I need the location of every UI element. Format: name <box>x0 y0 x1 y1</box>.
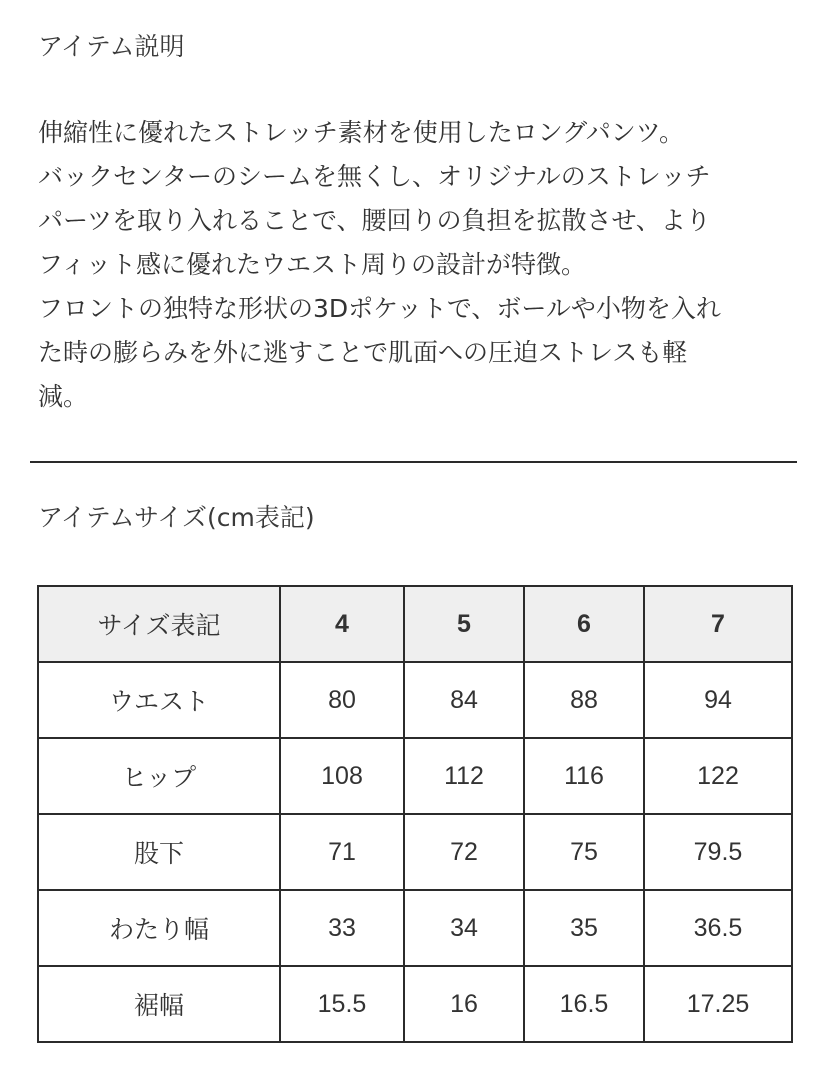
table-cell: 122 <box>644 738 792 814</box>
table-cell: 88 <box>524 662 644 738</box>
size-header-cell: 7 <box>644 586 792 662</box>
table-cell: 16.5 <box>524 966 644 1042</box>
size-header-cell: 5 <box>404 586 524 662</box>
size-header-cell: 4 <box>280 586 404 662</box>
description-line: パーツを取り入れることで、腰回りの負担を拡散させ、より <box>38 206 711 235</box>
item-description-text <box>38 118 798 426</box>
table-row <box>38 966 792 1042</box>
row-label-waist: ウエスト <box>38 662 280 738</box>
description-line: 伸縮性に優れたストレッチ素材を使用したロングパンツ。 <box>38 118 685 147</box>
table-cell: 71 <box>280 814 404 890</box>
row-label-thigh-width: わたり幅 <box>38 890 280 966</box>
size-header-label: サイズ表記 <box>38 586 280 662</box>
section-divider <box>30 461 797 463</box>
table-cell: 35 <box>524 890 644 966</box>
table-cell: 80 <box>280 662 404 738</box>
size-table <box>37 585 793 1043</box>
size-header-cell: 6 <box>524 586 644 662</box>
table-cell: 15.5 <box>280 966 404 1042</box>
table-cell: 36.5 <box>644 890 792 966</box>
table-cell: 34 <box>404 890 524 966</box>
table-row <box>38 890 792 966</box>
row-label-hip: ヒップ <box>38 738 280 814</box>
description-line: フロントの独特な形状の3Dポケットで、ボールや小物を入れ <box>38 294 721 323</box>
description-line: バックセンターのシームを無くし、オリジナルのストレッチ <box>38 162 711 191</box>
table-row <box>38 814 792 890</box>
item-size-title: アイテムサイズ(cm表記) <box>38 503 315 532</box>
table-cell: 72 <box>404 814 524 890</box>
table-cell: 79.5 <box>644 814 792 890</box>
table-row <box>38 738 792 814</box>
table-cell: 112 <box>404 738 524 814</box>
row-label-inseam: 股下 <box>38 814 280 890</box>
table-cell: 84 <box>404 662 524 738</box>
table-cell: 75 <box>524 814 644 890</box>
row-label-hem-width: 裾幅 <box>38 966 280 1042</box>
description-line: フィット感に優れたウエスト周りの設計が特徴。 <box>38 250 587 279</box>
table-cell: 116 <box>524 738 644 814</box>
size-table-header-row <box>38 586 792 662</box>
table-cell: 16 <box>404 966 524 1042</box>
item-description-title: アイテム説明 <box>38 32 185 61</box>
table-row <box>38 662 792 738</box>
description-line: 減。 <box>38 382 89 411</box>
table-cell: 33 <box>280 890 404 966</box>
table-cell: 108 <box>280 738 404 814</box>
description-line: た時の膨らみを外に逃すことで肌面への圧迫ストレスも軽 <box>38 338 688 367</box>
table-cell: 94 <box>644 662 792 738</box>
table-cell: 17.25 <box>644 966 792 1042</box>
